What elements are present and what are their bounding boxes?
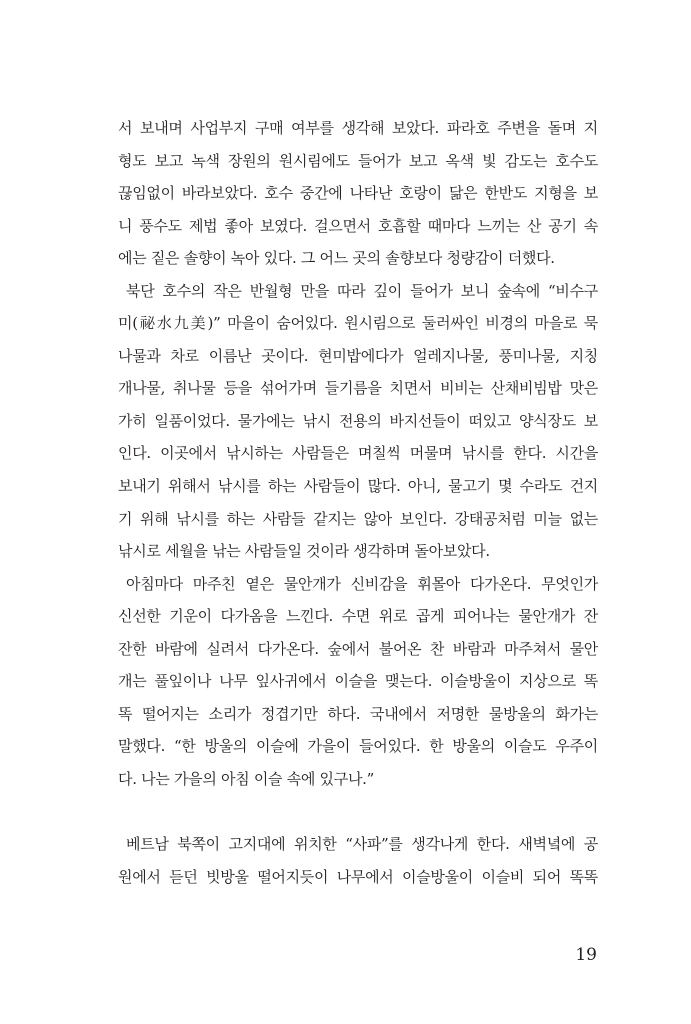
body-text <box>118 112 598 893</box>
text-line: 보내기 위해서 낚시를 하는 사람들이 많다. 아니, 물고기 몇 수라도 건지 <box>118 477 598 496</box>
text-line: 북단 호수의 작은 반월형 만을 따라 깊이 들어가 보니 숲속에 “비수구 <box>126 281 598 300</box>
text-line: 다. 나는 가을의 아침 이슬 속에 있구나.” <box>118 769 374 788</box>
text-line: 말했다. “한 방울의 이슬에 가을이 들어있다. 한 방울의 이슬도 우주이 <box>118 737 598 756</box>
text-line: 개는 풀잎이나 나무 잎사귀에서 이슬을 맺는다. 이슬방울이 지상으로 똑 <box>118 672 598 691</box>
paragraph <box>118 568 598 796</box>
text-line: 형도 보고 녹색 장원의 원시림에도 들어가 보고 옥색 빛 감도는 호수도 <box>118 151 598 170</box>
text-line: 미(祕水九美)” 마을이 숨어있다. 원시림으로 둘러싸인 비경의 마을로 묵 <box>118 314 598 333</box>
text-line: 인다. 이곳에서 낚시하는 사람들은 며칠씩 머물며 낚시를 한다. 시간을 <box>118 444 598 463</box>
text-line: 기 위해 낚시를 하는 사람들 같지는 않아 보인다. 강태공처럼 미늘 없는 <box>118 509 598 528</box>
text-line: 가히 일품이었다. 물가에는 낚시 전용의 바지선들이 떠있고 양식장도 보 <box>118 411 598 430</box>
paragraph <box>118 112 598 275</box>
text-line: 서 보내며 사업부지 구매 여부를 생각해 보았다. 파라호 주변을 돌며 지 <box>118 119 598 137</box>
text-line: 아침마다 마주친 옅은 물안개가 신비감을 휘몰아 다가온다. 무엇인가 <box>126 574 598 593</box>
text-line: 낚시로 세월을 낚는 사람들일 것이라 생각하며 돌아보았다. <box>118 542 490 561</box>
text-line: 신선한 기운이 다가옴을 느낀다. 수면 위로 곱게 피어나는 물안개가 잔 <box>118 607 598 626</box>
text-line: 잔한 바람에 실려서 다가온다. 숲에서 불어온 찬 바람과 마주쳐서 물안 <box>118 639 598 658</box>
text-line: 똑 떨어지는 소리가 정겹기만 하다. 국내에서 저명한 물방울의 화가는 <box>118 704 598 723</box>
text-line: 에는 짙은 솔향이 녹아 있다. 그 어느 곳의 솔향보다 청량감이 더했다. <box>118 249 555 268</box>
text-line: 개나물, 취나물 등을 섞어가며 들기름을 치면서 비비는 산채비빔밥 맛은 <box>118 379 598 398</box>
paragraph <box>118 828 598 893</box>
paragraph <box>118 275 598 568</box>
text-line: 니 풍수도 제법 좋아 보였다. 걸으면서 호흡할 때마다 느끼는 산 공기 속 <box>118 216 598 235</box>
text-line: 원에서 듣던 빗방울 떨어지듯이 나무에서 이슬방울이 이슬비 되어 똑똑 <box>118 867 598 886</box>
text-line: 끊임없이 바라보았다. 호수 중간에 나타난 호랑이 닮은 한반도 지형을 보 <box>118 184 598 203</box>
text-line: 베트남 북쪽이 고지대에 위치한 “사파”를 생각나게 한다. 새벽녘에 공 <box>126 835 598 854</box>
page-number: 19 <box>575 945 597 965</box>
text-line: 나물과 차로 이름난 곳이다. 현미밥에다가 얼레지나물, 풍미나물, 지칭 <box>118 346 598 365</box>
